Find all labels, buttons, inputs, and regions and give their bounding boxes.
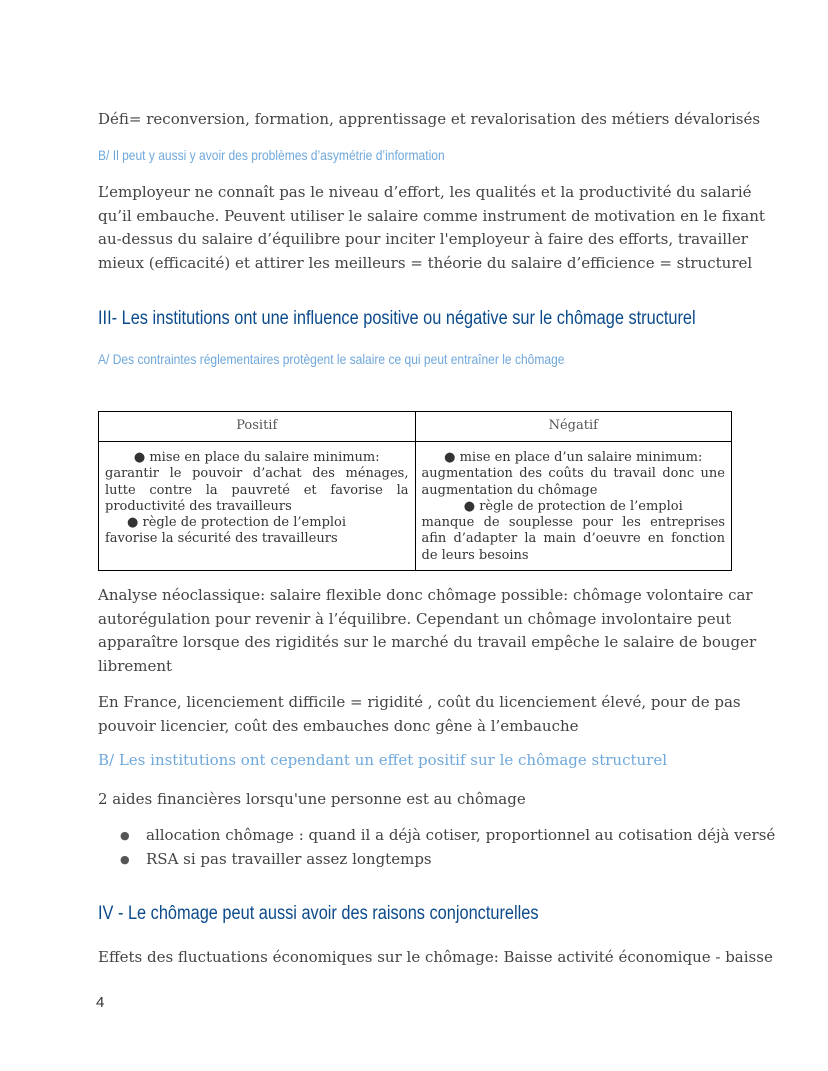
page-number: 4 xyxy=(96,994,105,1011)
asymetrie-paragraph xyxy=(98,181,765,275)
negatif-item-2: ● règle de protection de l’emploi xyxy=(463,498,683,514)
table-cell-positif xyxy=(99,442,416,571)
negatif-item-1: ● mise en place d’un salaire minimum: xyxy=(444,450,703,465)
section-b2-heading: B/ Les institutions ont cependant un effet positif sur le chômage structurel xyxy=(98,751,668,769)
france-paragraph xyxy=(98,691,741,738)
comparison-table xyxy=(98,411,732,571)
list-item-text: allocation chômage : quand il a déjà cotiser, proportionnel au cotisation déjà versé xyxy=(146,826,776,844)
positif-text-2: favorise la sécurité des travailleurs xyxy=(105,531,338,547)
table-header-negatif: Négatif xyxy=(415,412,732,442)
bullet-icon: ● xyxy=(120,852,130,866)
list-item xyxy=(98,848,758,872)
aides-intro: 2 aides financières lorsqu'une personne est au chômage xyxy=(98,790,526,808)
aides-list xyxy=(98,824,776,871)
defi-line: Défi= reconversion, formation, apprentissage et revalorisation des métiers dévalorisés xyxy=(98,110,761,128)
positif-item-1: ● mise en place du salaire minimum: xyxy=(133,450,380,465)
paragraph-line: apparaître lorsque des rigidités sur le marché du travail empêche le salaire de bouger xyxy=(98,633,757,651)
positif-item-2: ● règle de protection de l’emploi xyxy=(127,515,347,531)
bullet-icon: ● xyxy=(120,829,130,842)
paragraph-line: autorégulation pour revenir à l’équilibre. Cependant un chômage involontaire peut xyxy=(98,609,732,628)
table-header-positif: Positif xyxy=(99,412,416,442)
section-iii-heading: III- Les institutions ont une influence positive ou négative sur le chômage structurel xyxy=(98,308,696,329)
section-iv-heading: IV - Le chômage peut aussi avoir des raisons conjoncturelles xyxy=(98,903,539,924)
paragraph-line: L’employeur ne connaît pas le niveau d’effort, les qualités et la productivité du salarié xyxy=(98,183,752,201)
effets-line: Effets des fluctuations économiques sur le chômage: Baisse activité économique - baisse xyxy=(98,948,773,966)
paragraph-line: Analyse néoclassique: salaire flexible donc chômage possible: chômage volontaire car xyxy=(98,586,753,604)
paragraph-line: librement xyxy=(98,656,173,675)
paragraph-line: qu’il embauche. Peuvent utiliser le salaire comme instrument de motivation en le fixant xyxy=(98,206,765,225)
paragraph-line: au-dessus du salaire d’équilibre pour inciter l'employeur à faire des efforts, travailler xyxy=(98,230,748,248)
positif-text-1: garantir le pouvoir d’achat des ménages, lutte contre la pauvreté et favorise la productivité des travailleurs xyxy=(105,466,409,514)
paragraph-line: pouvoir licencier, coût des embauches donc gêne à l’embauche xyxy=(98,716,579,735)
list-item-text: RSA si pas travailler assez longtemps xyxy=(146,849,432,868)
paragraph-line: En France, licenciement difficile = rigidité , coût du licenciement élevé, pour de pas xyxy=(98,693,741,711)
section-a-heading: A/ Des contraintes réglementaires protègent le salaire ce qui peut entraîner le chômage xyxy=(98,351,565,367)
list-item xyxy=(98,824,776,848)
paragraph-line: mieux (efficacité) et attirer les meilleurs = théorie du salaire d’efficience = structurel xyxy=(98,253,753,272)
negatif-text-2: manque de souplesse pour les entreprises afin d’adapter la main d’oeuvre en fonction de leurs besoins xyxy=(421,515,725,563)
table-cell-negatif xyxy=(415,442,732,571)
negatif-text-1: augmentation des coûts du travail donc une augmentation du chômage xyxy=(421,466,725,498)
section-b1-heading: B/ Il peut y aussi y avoir des problèmes d’asymétrie d’information xyxy=(98,147,445,163)
analyse-paragraph xyxy=(98,584,756,678)
